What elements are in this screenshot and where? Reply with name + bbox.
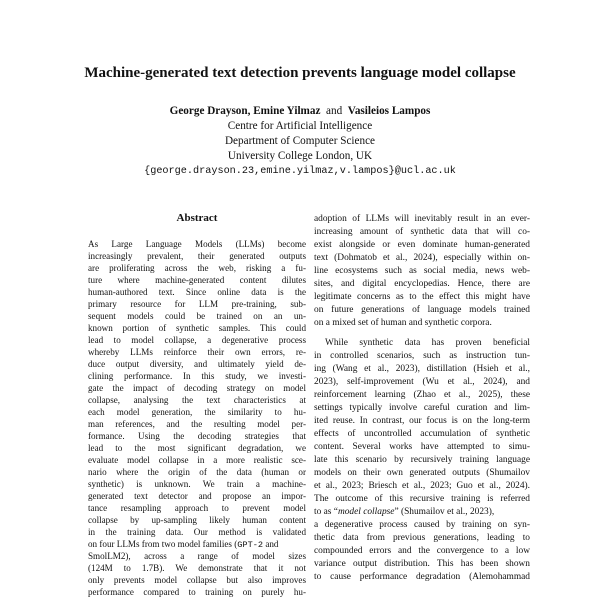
abstract-line: in the training data. Our method is validated	[88, 527, 306, 537]
abstract-line: performance compared to training on purely hu-	[88, 587, 306, 597]
body-line: on a mixed set of human and synthetic corpora.	[314, 318, 492, 328]
author-emails: {george.drayson.23,emine.yilmaz,v.lampos}@ucl.ac.uk	[144, 166, 456, 177]
abstract-line: SmolLM2), across a range of model sizes	[88, 551, 306, 561]
abstract-and: and	[265, 539, 279, 549]
body-line: legitimate concerns as to the effect this might have	[314, 292, 530, 302]
body-line: adoption of LLMs will inevitably result in an ever-	[314, 214, 530, 224]
abstract-line: (124M to 1.7B). We demonstrate that it not	[88, 563, 306, 573]
abstract-line-models-text: on four LLMs from two model families (	[88, 539, 238, 549]
abstract-line: tance resampling approach to prevent model	[88, 503, 306, 513]
author-and: and	[326, 105, 343, 117]
body-line-suffix: ” (Shumailov et al., 2023),	[394, 507, 495, 517]
author-2: Emine Yilmaz	[253, 105, 321, 117]
author-names	[0, 104, 600, 119]
body-line: content. Several works have attempted to simu-	[314, 442, 530, 452]
abstract-line: As Large Language Models (LLMs) become	[88, 239, 306, 249]
body-line: text (Dohmatob et al., 2024), especially within on-	[314, 253, 530, 263]
abstract-line: human-authored text. Since online data is the	[88, 287, 306, 297]
abstract-line: duce output diversity, and ultimately yield de-	[88, 359, 306, 369]
author-3: Vasileios Lampos	[347, 105, 431, 117]
body-line: compounded errors and the convergence to a low	[314, 546, 530, 556]
model-name-gpt2: GPT-2	[237, 540, 264, 550]
author-separator: ,	[247, 105, 251, 117]
abstract-line: collapse by up-sampling likely human content	[88, 515, 306, 525]
abstract-line: known portion of synthetic samples. This could	[88, 323, 306, 333]
body-line: ing (Wang et al., 2023), distillation (Hsieh et al.,	[314, 364, 530, 374]
abstract-line: sequent models could be trained on an un-	[88, 311, 306, 321]
abstract-line: formance. Using the decoding strategies that	[88, 431, 306, 441]
body-line: increasing amount of synthetic data that will co-	[314, 227, 530, 237]
abstract-line: whereby LLMs reinforce their own errors, re-	[88, 347, 306, 357]
abstract-line: clining performance. In this study, we investi-	[88, 371, 306, 381]
abstract-line: gate the impact of decoding strategy on model	[88, 383, 306, 393]
body-line: reinforcement learning (Zhao et al., 2025), these	[314, 390, 530, 400]
affiliation-centre: Centre for Artificial Intelligence	[227, 120, 373, 132]
body-line: models on their own generated outputs (Shumailov	[314, 468, 530, 478]
body-line: The outcome of this recursive training is referred	[314, 494, 530, 504]
abstract-line: primary resource for LLM pre-training, sub-	[88, 299, 306, 309]
abstract-heading: Abstract	[176, 212, 218, 224]
abstract-line: generated text detector and propose an impor-	[88, 491, 306, 501]
abstract-line: each model generation, the similarity to hu-	[88, 407, 306, 417]
body-line: a degenerative process caused by training on syn-	[314, 520, 530, 530]
body-line: While synthetic data has proven beneficial	[325, 338, 530, 348]
body-line: settings typically involve careful curation and lim-	[314, 403, 530, 413]
body-line: variance output distribution. This has been shown	[314, 559, 530, 569]
body-line: effects of uncontrolled accumulation of synthetic	[314, 429, 530, 439]
author-block	[0, 104, 600, 179]
abstract-line: nario where the origin of the data (human or	[88, 467, 306, 477]
model-collapse-term: model collapse	[337, 507, 395, 517]
body-line-model-collapse	[314, 506, 530, 518]
abstract-line: collapse, analysing the text characteristics at	[88, 395, 306, 405]
abstract-line: lead to the most significant degradation, we	[88, 443, 306, 453]
abstract-line: only prevents model collapse but also improves	[88, 575, 306, 585]
body-line: in controlled scenarios, such as instruction tun-	[314, 351, 530, 361]
body-line: on future generations of language models trained	[314, 305, 530, 315]
author-1: George Drayson	[169, 105, 248, 117]
body-line: et al., 2023; Briesch et al., 2023; Guo et al., 2024).	[314, 481, 530, 491]
body-line: 2023), self-improvement (Wu et al., 2024), and	[314, 377, 530, 387]
body-line: thetic data from previous generations, leading to	[314, 533, 530, 543]
abstract-line: evaluate model collapse in a more realistic sce-	[88, 455, 306, 465]
abstract-line: man references, and the resulting model per-	[88, 419, 306, 429]
abstract-line: increasingly prevalent, their generated outputs	[88, 251, 306, 261]
body-line-prefix: to as “	[314, 507, 338, 517]
abstract-line: are proliferating across the web, risking a fu-	[88, 263, 306, 273]
body-line: late this scenario by recursively training language	[314, 455, 530, 465]
body-line: sites, and digital encyclopedias. Hence, there are	[314, 279, 530, 289]
affiliation-university: University College London, UK	[227, 150, 373, 162]
body-line: line ecosystems such as social media, news web-	[314, 266, 530, 276]
body-line: exist alongside or even dominate human-generated	[314, 240, 530, 250]
abstract-line: lead to model collapse, a degenerative process	[88, 335, 306, 345]
abstract-line: synthetic) is unknown. We train a machine-	[88, 479, 306, 489]
paper-title: Machine-generated text detection prevents language model collapse	[84, 65, 516, 81]
affiliation-department: Department of Computer Science	[224, 135, 376, 147]
abstract-line: ture where machine-generated content dilutes	[88, 275, 306, 285]
body-line: ited reuse. In contrast, our focus is on the long-term	[314, 416, 530, 426]
body-line: to cause performance degradation (Alemohammad	[314, 572, 530, 582]
